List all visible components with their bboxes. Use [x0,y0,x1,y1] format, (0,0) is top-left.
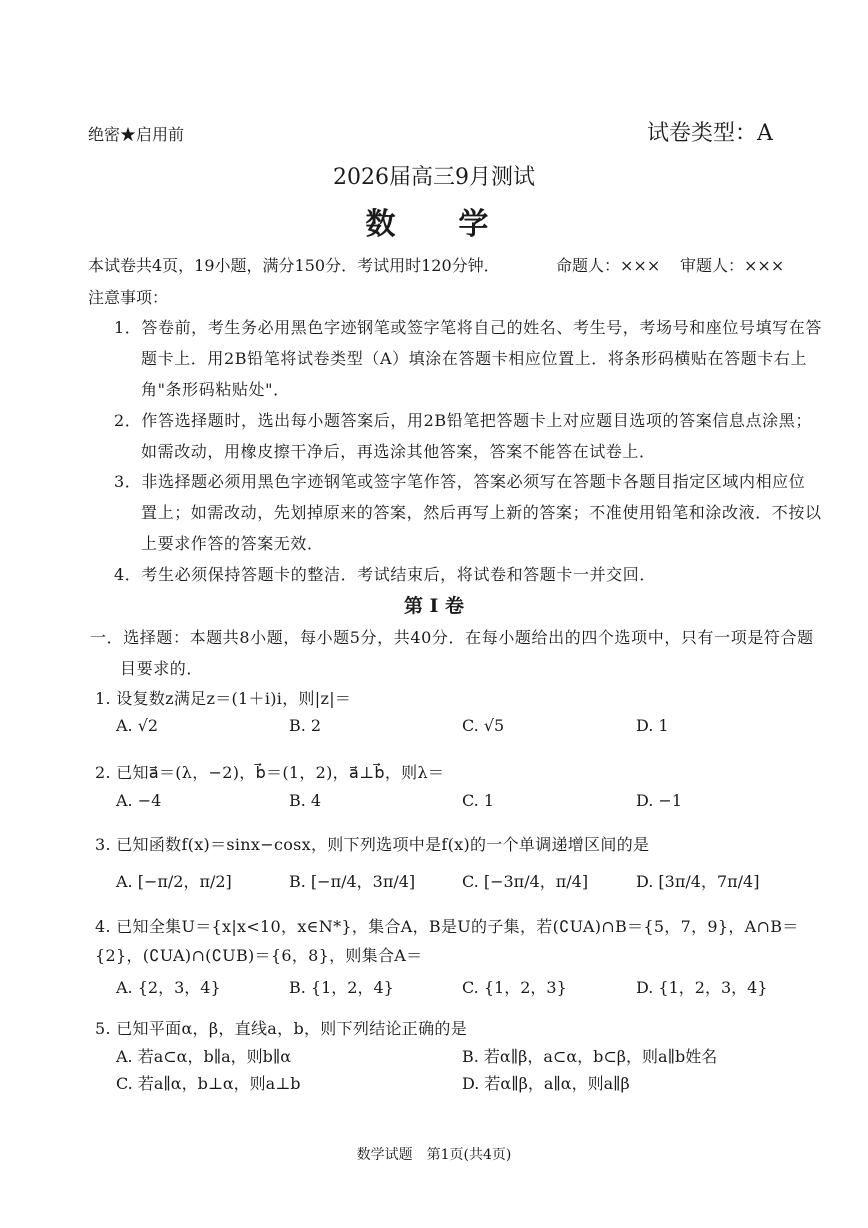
notice-line: 3．非选择题必须用黑色字迹钢笔或签字笔作答，答案必须写在答题卡各题目指定区域内相应位 [114,472,806,491]
secret-label: 绝密★启用前 [88,125,185,144]
option-a: A. {2，3，4} [116,978,221,997]
exam-title: 2026届高三9月测试 [333,165,535,190]
option-b: B. 若α∥β，a⊂α，b⊂β，则a∥b姓名 [462,1047,718,1066]
notice-line: 2．作答选择题时，选出每小题答案后，用2B铅笔把答题卡上对应题目选项的答案信息点涂黑； [114,411,812,430]
option-b: B. [−π/4，3π/4] [289,872,416,891]
option-b: B. 4 [289,791,322,810]
option-d: D. 1 [636,716,669,735]
option-a: A. √2 [116,716,159,735]
option-d: D. {1，2，3，4} [636,978,768,997]
notice-line: 4．考生必须保持答题卡的整洁．考试结束后，将试卷和答题卡一并交回． [114,565,656,584]
option-c: C. {1，2，3} [462,978,567,997]
subject-title: 数 学 [365,207,503,242]
option-a: A. [−π/2，π/2] [116,872,232,891]
question-stem: 3. 已知函数f(x)＝sinx−cosx，则下列选项中是f(x)的一个单调递增区间的是 [95,835,650,854]
option-b: B. {1，2，4} [289,978,394,997]
notice-line: 1．答卷前，考生务必用黑色字迹钢笔或签字笔将自己的姓名、考生号，考场号和座位号填写在答 [114,318,822,337]
reviewer: 审题人：××× [680,256,785,275]
paper-type: 试卷类型：A [647,121,773,146]
option-c: C. 1 [462,791,495,810]
option-d: D. [3π/4，7π/4] [636,872,760,891]
question-stem: 4. 已知全集U＝{x|x<10，x∈N*}，集合A，B是U的子集，若(∁UA)∩B＝{5，7，9}，A∩B＝ [95,917,799,936]
setter: 命题人：××× [556,256,661,275]
option-b: B. 2 [289,716,322,735]
option-c: C. 若a∥α，b⊥α，则a⊥b [116,1074,301,1093]
question-stem: 2. 已知a⃗＝(λ，−2)，b⃗＝(1，2)，a⃗⊥b⃗，则λ＝ [95,763,445,782]
notice-line: 题卡上．用2B铅笔将试卷类型（A）填涂在答题卡相应位置上．将条形码横贴在答题卡右上 [141,349,808,368]
question-stem: 1. 设复数z满足z＝(1＋i)i，则|z|＝ [95,689,352,708]
notice-line: 如需改动，用橡皮擦干净后，再选涂其他答案，答案不能答在试卷上． [141,442,656,461]
section-heading: 一．选择题：本题共8小题，每小题5分，共40分．在每小题给出的四个选项中，只有一项是符合题 [90,628,814,647]
question-stem-continued: {2}，(∁UA)∩(∁UB)＝{6，8}，则集合A＝ [95,946,423,965]
option-a: A. 若a⊂α，b∥a，则b∥α [116,1047,292,1066]
option-d: D. −1 [636,791,683,810]
question-stem: 5. 已知平面α，β，直线a，b，则下列结论正确的是 [95,1019,467,1038]
notice-line: 置上；如需改动，先划掉原来的答案，然后再写上新的答案；不准使用铅笔和涂改液．不按以 [141,503,822,522]
option-d: D. 若α∥β，a∥α，则a∥β [462,1074,630,1093]
section-heading: 目要求的． [120,659,204,678]
option-c: C. √5 [462,716,505,735]
notice-line: 角"条形码粘贴处"． [141,380,290,399]
option-a: A. −4 [116,791,162,810]
exam-summary: 本试卷共4页，19小题，满分150分．考试用时120分钟． [88,256,500,275]
section-title: 第 Ⅰ 卷 [403,595,465,617]
notice-line: 上要求作答的答案无效． [141,534,324,553]
option-c: C. [−3π/4，π/4] [462,872,589,891]
page-footer: 数学试题 第1页(共4页) [356,1147,512,1163]
notice-title: 注意事项： [88,288,169,307]
